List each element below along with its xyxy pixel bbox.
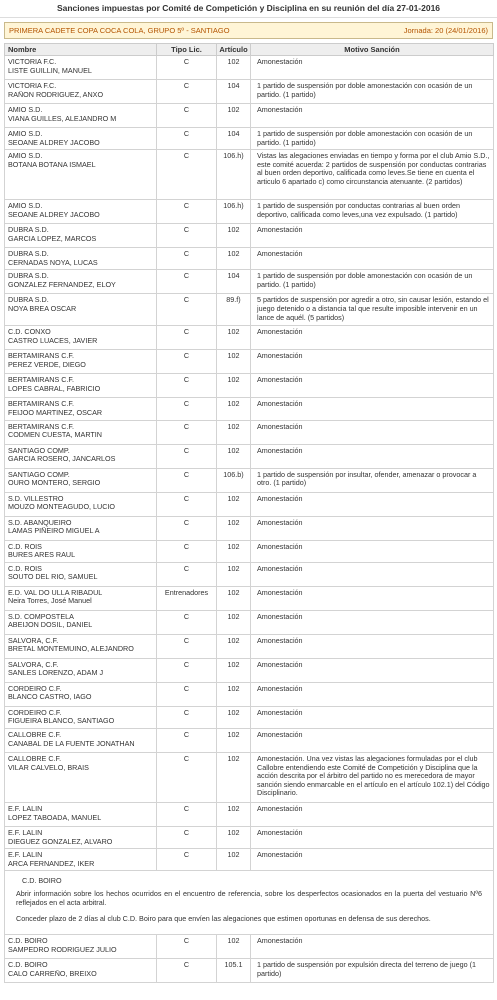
cell-nombre bbox=[5, 540, 157, 562]
player-name: GARCIA ROSERO, JANCARLOS bbox=[8, 455, 116, 464]
cell-motivo: Amonestación bbox=[251, 610, 494, 634]
cell-motivo: Amonestación bbox=[251, 326, 494, 350]
cell-nombre bbox=[5, 200, 157, 224]
club-name: AMIO S.D. bbox=[8, 130, 43, 138]
cell-tipo: C bbox=[157, 444, 217, 468]
cell-tipo: C bbox=[157, 200, 217, 224]
cell-motivo: Amonestación. Una vez vistas las alegaciones formuladas por el club Callobre entendiendo este Comité de Competición y Disciplina que la acción descrita por el árbitro del partido no es merecedora de mayor sanción siendo enmarcable en el artículo en el artículo 102.1) del Código Disciplinario. bbox=[251, 752, 494, 802]
cell-motivo: Amonestación bbox=[251, 248, 494, 270]
table-row bbox=[5, 752, 494, 802]
cell-tipo: C bbox=[157, 150, 217, 200]
table-row bbox=[5, 444, 494, 468]
club-name: C.D. ROIS bbox=[8, 564, 42, 573]
cell-nombre bbox=[5, 802, 157, 826]
cell-tipo: C bbox=[157, 294, 217, 326]
table-row bbox=[5, 610, 494, 634]
cell-articulo: 102 bbox=[217, 374, 251, 398]
cell-articulo: 102 bbox=[217, 444, 251, 468]
col-nombre: Nombre bbox=[5, 44, 157, 56]
col-tipo: Tipo Lic. bbox=[157, 44, 217, 56]
club-name: SANTIAGO COMP. bbox=[8, 470, 70, 479]
cell-articulo: 104 bbox=[217, 270, 251, 294]
cell-motivo: Amonestación bbox=[251, 104, 494, 128]
cell-articulo: 102 bbox=[217, 634, 251, 658]
cell-articulo: 106.h) bbox=[217, 150, 251, 200]
sanctions-table bbox=[4, 43, 494, 983]
cell-motivo: 1 partido de suspensión por insultar, ofender, amenazar o provocar a otro. (1 partido) bbox=[251, 468, 494, 492]
table-row bbox=[5, 350, 494, 374]
player-name: VIANA GUILLES, ALEJANDRO M bbox=[8, 114, 117, 123]
player-name: FIGUEIRA BLANCO, SANTIAGO bbox=[8, 717, 115, 726]
table-row bbox=[5, 420, 494, 444]
club-name: S.D. COMPOSTELA bbox=[8, 612, 74, 621]
cell-motivo: Amonestación bbox=[251, 586, 494, 610]
player-name: GONZALEZ FERNANDEZ, ELOY bbox=[8, 280, 116, 289]
cell-motivo: 5 partidos de suspensión por agredir a otro, sin causar lesión, estando el juego detenido o a distancia tal que resulte imposible intervenir en un lance de aquél. (5 partidos) bbox=[251, 294, 494, 326]
club-name: BERTAMIRANS C.F. bbox=[8, 400, 75, 409]
cell-nombre bbox=[5, 150, 157, 200]
club-name: AMIO S.D. bbox=[8, 106, 43, 114]
player-name: LAMAS PIÑEIRO MIGUEL A bbox=[8, 527, 100, 536]
cell-articulo: 102 bbox=[217, 658, 251, 682]
table-row bbox=[5, 540, 494, 562]
cell-tipo: C bbox=[157, 849, 217, 871]
cell-motivo: Amonestación bbox=[251, 398, 494, 420]
cell-tipo: C bbox=[157, 826, 217, 848]
cell-motivo: Amonestación bbox=[251, 658, 494, 682]
cell-nombre bbox=[5, 586, 157, 610]
player-name: CANABAL DE LA FUENTE JONATHAN bbox=[8, 739, 135, 748]
cell-nombre bbox=[5, 658, 157, 682]
cell-motivo: Amonestación bbox=[251, 706, 494, 728]
cell-articulo: 89.f) bbox=[217, 294, 251, 326]
cell-articulo: 102 bbox=[217, 849, 251, 871]
cell-nombre bbox=[5, 516, 157, 540]
cell-motivo: Amonestación bbox=[251, 634, 494, 658]
cell-motivo: Amonestación bbox=[251, 224, 494, 248]
cell-nombre bbox=[5, 224, 157, 248]
cell-tipo: C bbox=[157, 802, 217, 826]
player-name: BLANCO CASTRO, IAGO bbox=[8, 693, 92, 702]
cell-articulo: 104 bbox=[217, 80, 251, 104]
cell-articulo: 102 bbox=[217, 516, 251, 540]
cell-tipo: C bbox=[157, 682, 217, 706]
player-name: GARCIA LOPEZ, MARCOS bbox=[8, 234, 97, 243]
cell-tipo: Entrenadores bbox=[157, 586, 217, 610]
cell-tipo: C bbox=[157, 104, 217, 128]
cell-tipo: C bbox=[157, 420, 217, 444]
club-name: BERTAMIRANS C.F. bbox=[8, 422, 75, 431]
player-name: NOYA BREA OSCAR bbox=[8, 304, 77, 313]
special-note-row bbox=[5, 871, 494, 935]
cell-articulo: 102 bbox=[217, 752, 251, 802]
cell-tipo: C bbox=[157, 935, 217, 959]
special-note-text bbox=[8, 886, 490, 932]
cell-tipo: C bbox=[157, 270, 217, 294]
table-row bbox=[5, 658, 494, 682]
cell-motivo: Amonestación bbox=[251, 728, 494, 752]
cell-nombre bbox=[5, 752, 157, 802]
player-name: CODMEN CUESTA, MARTIN bbox=[8, 431, 102, 440]
club-name: SALVORA, C.F. bbox=[8, 636, 59, 645]
cell-nombre bbox=[5, 420, 157, 444]
table-row bbox=[5, 959, 494, 983]
club-name: BERTAMIRANS C.F. bbox=[8, 352, 75, 361]
table-row bbox=[5, 935, 494, 959]
player-name: SEOANE ALDREY JACOBO bbox=[8, 138, 100, 147]
player-name: LOPEZ TABOADA, MANUEL bbox=[8, 813, 102, 822]
cell-articulo: 102 bbox=[217, 802, 251, 826]
cell-motivo: 1 partido de suspensión por conductas contrarias al buen orden deportivo, calificada como leves,una vez expulsado. (1 partido) bbox=[251, 200, 494, 224]
table-row bbox=[5, 826, 494, 848]
cell-tipo: C bbox=[157, 374, 217, 398]
club-name: C.D. CONXO bbox=[8, 328, 51, 337]
jornada-label: Jornada: 20 (24/01/2016) bbox=[403, 26, 488, 35]
table-header-row bbox=[5, 44, 494, 56]
club-name: AMIO S.D. bbox=[8, 202, 43, 211]
cell-articulo: 102 bbox=[217, 326, 251, 350]
player-name: MOUZO MONTEAGUDO, LUCIO bbox=[8, 503, 116, 512]
table-row bbox=[5, 326, 494, 350]
table-row bbox=[5, 56, 494, 80]
cell-articulo: 102 bbox=[217, 492, 251, 516]
cell-tipo: C bbox=[157, 634, 217, 658]
club-name: E.F. LALIN bbox=[8, 828, 43, 837]
player-name: SAMPEDRO RODRIGUEZ JULIO bbox=[8, 945, 117, 954]
club-name: DUBRA S.D. bbox=[8, 296, 49, 305]
cell-motivo: 1 partido de suspensión por doble amonestación con ocasión de un partido. (1 partido) bbox=[251, 128, 494, 150]
club-name: DUBRA S.D. bbox=[8, 250, 49, 259]
page-title: Sanciones impuestas por Comité de Competición y Disciplina en su reunión del día 27-01-2016 bbox=[0, 0, 497, 18]
cell-nombre bbox=[5, 562, 157, 586]
cell-articulo: 102 bbox=[217, 350, 251, 374]
cell-tipo: C bbox=[157, 468, 217, 492]
club-name: C.D. BOIRO bbox=[8, 937, 48, 946]
player-name: RAÑON RODRIGUEZ, ANXO bbox=[8, 90, 104, 99]
club-name: CORDEIRO C.F. bbox=[8, 708, 62, 717]
table-row bbox=[5, 706, 494, 728]
club-name: DUBRA S.D. bbox=[8, 272, 49, 281]
cell-articulo: 102 bbox=[217, 56, 251, 80]
club-name: C.D. BOIRO bbox=[8, 961, 48, 970]
cell-motivo: Amonestación bbox=[251, 682, 494, 706]
cell-motivo: Amonestación bbox=[251, 56, 494, 80]
cell-motivo: Amonestación bbox=[251, 420, 494, 444]
cell-nombre bbox=[5, 492, 157, 516]
table-row bbox=[5, 294, 494, 326]
cell-motivo: 1 partido de suspensión por doble amonestación con ocasión de un partido. (1 partido) bbox=[251, 270, 494, 294]
cell-articulo: 106.b) bbox=[217, 468, 251, 492]
cell-tipo: C bbox=[157, 516, 217, 540]
player-name: Neira Torres, José Manuel bbox=[8, 597, 92, 606]
player-name: ARCA FERNANDEZ, IKER bbox=[8, 859, 95, 868]
table-row bbox=[5, 682, 494, 706]
table-row bbox=[5, 374, 494, 398]
club-name: E.F. LALIN bbox=[8, 851, 43, 860]
cell-nombre bbox=[5, 682, 157, 706]
special-paragraph: Conceder plazo de 2 días al club C.D. Boiro para que envíen las alegaciones que estimen oportunas en defensa de sus derechos. bbox=[16, 913, 431, 923]
col-motivo: Motivo Sanción bbox=[251, 44, 494, 56]
cell-nombre bbox=[5, 706, 157, 728]
cell-tipo: C bbox=[157, 728, 217, 752]
club-name: VICTORIA F.C. bbox=[8, 82, 57, 90]
club-name: S.D. VILLESTRO bbox=[8, 494, 64, 503]
player-name: OURO MONTERO, SERGIO bbox=[8, 479, 101, 488]
cell-nombre bbox=[5, 849, 157, 871]
cell-tipo: C bbox=[157, 80, 217, 104]
club-name: E.F. LALIN bbox=[8, 804, 43, 813]
cell-nombre bbox=[5, 444, 157, 468]
cell-tipo: C bbox=[157, 658, 217, 682]
cell-motivo: Amonestación bbox=[251, 562, 494, 586]
cell-articulo: 102 bbox=[217, 248, 251, 270]
cell-nombre bbox=[5, 294, 157, 326]
club-name: C.D. ROIS bbox=[8, 542, 42, 551]
cell-articulo: 102 bbox=[217, 610, 251, 634]
club-name: CALLOBRE C.F. bbox=[8, 730, 62, 739]
cell-tipo: C bbox=[157, 706, 217, 728]
player-name: DIEGUEZ GONZALEZ, ALVARO bbox=[8, 837, 113, 846]
cell-nombre bbox=[5, 374, 157, 398]
table-row bbox=[5, 248, 494, 270]
table-row bbox=[5, 80, 494, 104]
cell-nombre bbox=[5, 935, 157, 959]
cell-motivo: Amonestación bbox=[251, 935, 494, 959]
table-row bbox=[5, 849, 494, 871]
player-name: SEOANE ALDREY JACOBO bbox=[8, 210, 100, 219]
cell-motivo: Amonestación bbox=[251, 374, 494, 398]
club-name: CORDEIRO C.F. bbox=[8, 684, 62, 693]
player-name: SANLES LORENZO, ADAM J bbox=[8, 669, 104, 678]
cell-articulo: 102 bbox=[217, 104, 251, 128]
cell-nombre bbox=[5, 350, 157, 374]
player-name: BURES ARES RAUL bbox=[8, 551, 76, 560]
cell-motivo: Amonestación bbox=[251, 516, 494, 540]
cell-nombre bbox=[5, 398, 157, 420]
table-row bbox=[5, 728, 494, 752]
table-row bbox=[5, 398, 494, 420]
cell-motivo: Amonestación bbox=[251, 350, 494, 374]
cell-articulo: 106.h) bbox=[217, 200, 251, 224]
cell-articulo: 102 bbox=[217, 562, 251, 586]
competition-name: PRIMERA CADETE COPA COCA COLA, GRUPO 5º - SANTIAGO bbox=[9, 26, 230, 35]
cell-tipo: C bbox=[157, 326, 217, 350]
table-row bbox=[5, 492, 494, 516]
cell-articulo: 102 bbox=[217, 420, 251, 444]
cell-nombre bbox=[5, 128, 157, 150]
club-name: CALLOBRE C.F. bbox=[8, 754, 62, 763]
table-row bbox=[5, 270, 494, 294]
club-name: AMIO S.D. bbox=[8, 152, 43, 161]
cell-articulo: 102 bbox=[217, 682, 251, 706]
cell-motivo: Vistas las alegaciones enviadas en tiempo y forma por el club Amio S.D., este comité acuerda: 2 partidos de suspensión por conductas contrarias al buen orden deportivo, calificada como leves.Se tiene en cuenta el articulo 6 apartado c) como circunstancia atenuante. (2 partidos) bbox=[251, 150, 494, 200]
cell-nombre bbox=[5, 80, 157, 104]
cell-motivo: 1 partido de suspensión por doble amonestación con ocasión de un partido. (1 partido) bbox=[251, 80, 494, 104]
player-name: VILAR CALVELO, BRAIS bbox=[8, 763, 89, 772]
table-row bbox=[5, 468, 494, 492]
cell-articulo: 105.1 bbox=[217, 959, 251, 983]
table-row bbox=[5, 224, 494, 248]
cell-tipo: C bbox=[157, 224, 217, 248]
cell-tipo: C bbox=[157, 540, 217, 562]
table-row bbox=[5, 562, 494, 586]
cell-nombre bbox=[5, 248, 157, 270]
player-name: CALO CARREÑO, BREIXO bbox=[8, 969, 97, 978]
player-name: CERNADAS NOYA, LUCAS bbox=[8, 258, 98, 267]
cell-nombre bbox=[5, 959, 157, 983]
table-row bbox=[5, 150, 494, 200]
table-row bbox=[5, 802, 494, 826]
player-name: BRETAL MONTEMUINO, ALEJANDRO bbox=[8, 645, 134, 654]
cell-motivo: Amonestación bbox=[251, 802, 494, 826]
player-name: PEREZ VERDE, DIEGO bbox=[8, 360, 86, 369]
cell-articulo: 102 bbox=[217, 224, 251, 248]
player-name: SOUTO DEL RIO, SAMUEL bbox=[8, 573, 98, 582]
col-articulo: Artículo bbox=[217, 44, 251, 56]
cell-motivo: 1 partido de suspensión por expulsión directa del terreno de juego (1 partido) bbox=[251, 959, 494, 983]
cell-tipo: C bbox=[157, 610, 217, 634]
table-row bbox=[5, 516, 494, 540]
cell-nombre bbox=[5, 634, 157, 658]
cell-motivo: Amonestación bbox=[251, 444, 494, 468]
club-name: VICTORIA F.C. bbox=[8, 58, 57, 66]
cell-tipo: C bbox=[157, 959, 217, 983]
table-row bbox=[5, 200, 494, 224]
special-paragraph: Abrir información sobre los hechos ocurridos en el encuentro de referencia, sobre los desperfectos ocasionados en la puerta del vestuario Nº6 reflejados en el acta arbitral. bbox=[16, 888, 482, 907]
cell-motivo: Amonestación bbox=[251, 849, 494, 871]
club-name: BERTAMIRANS C.F. bbox=[8, 376, 75, 385]
club-name: DUBRA S.D. bbox=[8, 226, 49, 235]
player-name: BOTANA BOTANA ISMAEL bbox=[8, 160, 96, 169]
cell-nombre bbox=[5, 104, 157, 128]
club-name: S.D. ABANQUEIRO bbox=[8, 518, 72, 527]
cell-nombre bbox=[5, 728, 157, 752]
cell-articulo: 102 bbox=[217, 398, 251, 420]
cell-tipo: C bbox=[157, 562, 217, 586]
cell-nombre bbox=[5, 270, 157, 294]
player-name: LOPES CABRAL, FABRICIO bbox=[8, 384, 101, 393]
cell-motivo: Amonestación bbox=[251, 826, 494, 848]
cell-tipo: C bbox=[157, 752, 217, 802]
special-club-name: C.D. BOIRO bbox=[22, 876, 62, 886]
table-row bbox=[5, 586, 494, 610]
cell-nombre bbox=[5, 56, 157, 80]
cell-nombre bbox=[5, 610, 157, 634]
cell-articulo: 102 bbox=[217, 728, 251, 752]
player-name: FEIJOO MARTINEZ, OSCAR bbox=[8, 408, 103, 417]
cell-nombre bbox=[5, 468, 157, 492]
club-name: E.D. VAL DO ULLA RIBADUL bbox=[8, 588, 103, 597]
cell-articulo: 102 bbox=[217, 826, 251, 848]
cell-tipo: C bbox=[157, 128, 217, 150]
cell-motivo: Amonestación bbox=[251, 540, 494, 562]
cell-articulo: 102 bbox=[217, 935, 251, 959]
cell-tipo: C bbox=[157, 492, 217, 516]
cell-nombre bbox=[5, 826, 157, 848]
player-name: ABEIJON DOSIL, DANIEL bbox=[8, 621, 93, 630]
cell-tipo: C bbox=[157, 398, 217, 420]
table-row bbox=[5, 634, 494, 658]
player-name: LISTE GUILLIN, MANUEL bbox=[8, 66, 92, 75]
cell-articulo: 102 bbox=[217, 540, 251, 562]
cell-tipo: C bbox=[157, 350, 217, 374]
club-name: SANTIAGO COMP. bbox=[8, 446, 70, 455]
club-name: SALVORA, C.F. bbox=[8, 660, 59, 669]
table-row bbox=[5, 104, 494, 128]
cell-tipo: C bbox=[157, 248, 217, 270]
table-row bbox=[5, 128, 494, 150]
cell-tipo: C bbox=[157, 56, 217, 80]
special-note-cell bbox=[5, 871, 494, 935]
competition-banner bbox=[4, 22, 493, 39]
cell-articulo: 104 bbox=[217, 128, 251, 150]
cell-nombre bbox=[5, 326, 157, 350]
cell-motivo: Amonestación bbox=[251, 492, 494, 516]
cell-articulo: 102 bbox=[217, 586, 251, 610]
cell-articulo: 102 bbox=[217, 706, 251, 728]
player-name: CASTRO LUACES, JAVIER bbox=[8, 336, 98, 345]
